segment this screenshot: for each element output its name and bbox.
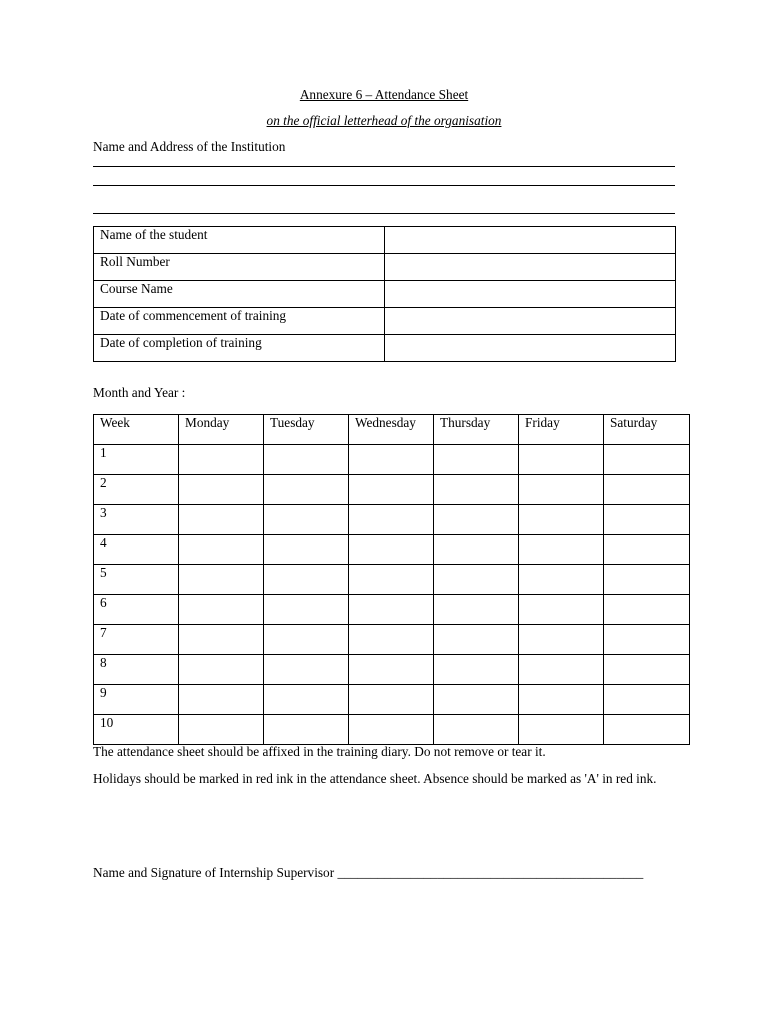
attendance-week-row: [94, 625, 690, 655]
attendance-day-cell[interactable]: [604, 475, 690, 505]
attendance-week-row: [94, 715, 690, 745]
attendance-day-cell[interactable]: [179, 625, 264, 655]
attendance-day-cell[interactable]: [604, 715, 690, 745]
attendance-day-cell[interactable]: [264, 505, 349, 535]
attendance-day-cell[interactable]: [519, 595, 604, 625]
attendance-day-cell[interactable]: [604, 445, 690, 475]
week-number: 2: [94, 475, 179, 505]
attendance-week-row: [94, 685, 690, 715]
attendance-day-cell[interactable]: [179, 655, 264, 685]
student-info-label: Roll Number: [94, 254, 385, 281]
signature-line[interactable]: ______________________________________________: [337, 865, 644, 880]
attendance-day-cell[interactable]: [434, 595, 519, 625]
week-number: 3: [94, 505, 179, 535]
attendance-week-row: [94, 565, 690, 595]
week-number: 7: [94, 625, 179, 655]
attendance-header-cell: Wednesday: [349, 415, 434, 445]
student-info-row: [94, 281, 676, 308]
attendance-day-cell[interactable]: [349, 715, 434, 745]
attendance-day-cell[interactable]: [349, 475, 434, 505]
student-info-label: Name of the student: [94, 227, 385, 254]
student-info-value[interactable]: [385, 254, 676, 281]
attendance-header-cell: Saturday: [604, 415, 690, 445]
attendance-day-cell[interactable]: [264, 445, 349, 475]
student-info-value[interactable]: [385, 335, 676, 362]
week-number: 4: [94, 535, 179, 565]
student-info-label: Course Name: [94, 281, 385, 308]
attendance-day-cell[interactable]: [434, 535, 519, 565]
attendance-day-cell[interactable]: [434, 685, 519, 715]
institution-line-3[interactable]: [93, 213, 675, 214]
attendance-day-cell[interactable]: [264, 535, 349, 565]
attendance-day-cell[interactable]: [349, 625, 434, 655]
attendance-day-cell[interactable]: [519, 655, 604, 685]
attendance-day-cell[interactable]: [604, 565, 690, 595]
student-info-row: [94, 254, 676, 281]
week-number: 9: [94, 685, 179, 715]
attendance-day-cell[interactable]: [434, 655, 519, 685]
attendance-day-cell[interactable]: [519, 445, 604, 475]
attendance-day-cell[interactable]: [519, 715, 604, 745]
attendance-header-cell: Week: [94, 415, 179, 445]
attendance-day-cell[interactable]: [179, 445, 264, 475]
student-info-row: [94, 335, 676, 362]
attendance-day-cell[interactable]: [434, 565, 519, 595]
attendance-day-cell[interactable]: [604, 535, 690, 565]
month-year-label: Month and Year :: [93, 385, 186, 400]
attendance-day-cell[interactable]: [434, 475, 519, 505]
attendance-header-cell: Thursday: [434, 415, 519, 445]
student-info-label: Date of commencement of training: [94, 308, 385, 335]
attendance-day-cell[interactable]: [349, 505, 434, 535]
page-subtitle: on the official letterhead of the organisation: [266, 113, 502, 128]
page-title: Annexure 6 – Attendance Sheet: [299, 87, 469, 102]
attendance-table: [93, 414, 690, 745]
attendance-day-cell[interactable]: [434, 625, 519, 655]
institution-line-2[interactable]: [93, 185, 675, 186]
attendance-week-row: [94, 505, 690, 535]
attendance-day-cell[interactable]: [179, 505, 264, 535]
attendance-day-cell[interactable]: [519, 535, 604, 565]
attendance-day-cell[interactable]: [179, 475, 264, 505]
attendance-day-cell[interactable]: [604, 595, 690, 625]
attendance-header-cell: Tuesday: [264, 415, 349, 445]
attendance-day-cell[interactable]: [264, 595, 349, 625]
attendance-day-cell[interactable]: [179, 715, 264, 745]
attendance-day-cell[interactable]: [179, 565, 264, 595]
institution-line-1[interactable]: [93, 166, 675, 167]
attendance-day-cell[interactable]: [349, 595, 434, 625]
student-info-label: Date of completion of training: [94, 335, 385, 362]
attendance-day-cell[interactable]: [264, 625, 349, 655]
week-number: 6: [94, 595, 179, 625]
student-info-row: [94, 308, 676, 335]
attendance-day-cell[interactable]: [264, 655, 349, 685]
attendance-day-cell[interactable]: [179, 685, 264, 715]
attendance-day-cell[interactable]: [604, 625, 690, 655]
attendance-day-cell[interactable]: [264, 475, 349, 505]
week-number: 10: [94, 715, 179, 745]
attendance-day-cell[interactable]: [434, 715, 519, 745]
attendance-header-cell: Monday: [179, 415, 264, 445]
week-number: 8: [94, 655, 179, 685]
attendance-day-cell[interactable]: [604, 685, 690, 715]
attendance-week-row: [94, 445, 690, 475]
attendance-day-cell[interactable]: [264, 715, 349, 745]
attendance-day-cell[interactable]: [519, 475, 604, 505]
attendance-day-cell[interactable]: [604, 505, 690, 535]
student-info-value[interactable]: [385, 227, 676, 254]
attendance-day-cell[interactable]: [434, 445, 519, 475]
week-number: 5: [94, 565, 179, 595]
attendance-header-cell: Friday: [519, 415, 604, 445]
attendance-day-cell[interactable]: [349, 445, 434, 475]
week-number: 1: [94, 445, 179, 475]
attendance-day-cell[interactable]: [519, 625, 604, 655]
attendance-day-cell[interactable]: [349, 535, 434, 565]
attendance-day-cell[interactable]: [434, 505, 519, 535]
attendance-day-cell[interactable]: [519, 685, 604, 715]
attendance-header-row: [94, 415, 690, 445]
attendance-day-cell[interactable]: [349, 655, 434, 685]
signature-label: Name and Signature of Internship Supervisor: [93, 865, 335, 880]
holidays-note: Holidays should be marked in red ink in the attendance sheet. Absence should be marked as 'A' in red ink.: [93, 771, 657, 786]
student-info-table: [93, 226, 676, 362]
attendance-week-row: [94, 535, 690, 565]
attendance-week-row: [94, 595, 690, 625]
attendance-week-row: [94, 475, 690, 505]
attendance-day-cell[interactable]: [179, 535, 264, 565]
attendance-day-cell[interactable]: [264, 685, 349, 715]
attendance-day-cell[interactable]: [604, 655, 690, 685]
attendance-day-cell[interactable]: [179, 595, 264, 625]
attendance-day-cell[interactable]: [349, 685, 434, 715]
attendance-day-cell[interactable]: [349, 565, 434, 595]
affix-note: The attendance sheet should be affixed in the training diary. Do not remove or tear it.: [93, 744, 546, 759]
attendance-day-cell[interactable]: [519, 505, 604, 535]
attendance-day-cell[interactable]: [519, 565, 604, 595]
student-info-row: [94, 227, 676, 254]
attendance-day-cell[interactable]: [264, 565, 349, 595]
supervisor-signature: [93, 865, 643, 881]
student-info-value[interactable]: [385, 308, 676, 335]
attendance-week-row: [94, 655, 690, 685]
institution-label: Name and Address of the Institution: [93, 139, 286, 154]
student-info-value[interactable]: [385, 281, 676, 308]
